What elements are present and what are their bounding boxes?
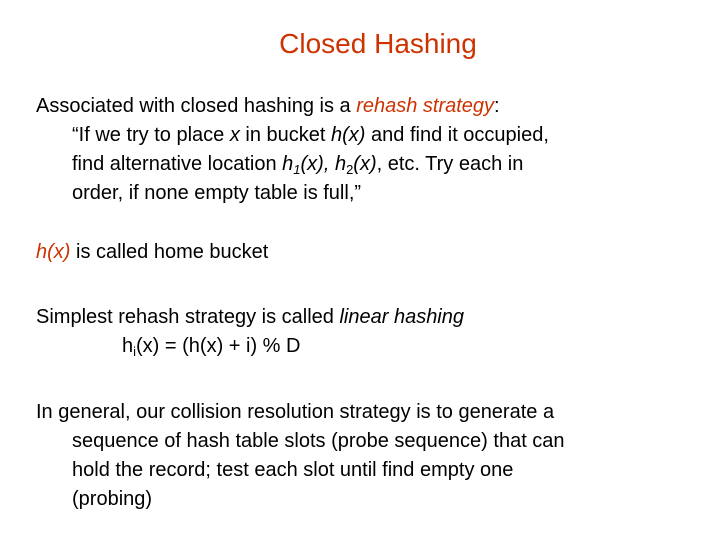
collision-resolution-paragraph — [36, 398, 565, 514]
text: h — [122, 335, 134, 357]
func-h: h — [282, 153, 294, 175]
func-hx: h(x) — [331, 124, 366, 146]
text: : — [494, 95, 500, 117]
text: order, if none empty table is full,” — [72, 182, 362, 204]
quote-line-3 — [36, 179, 549, 208]
text: and find it occupied, — [365, 124, 549, 146]
home-bucket-paragraph — [36, 238, 268, 267]
text: Associated with closed hashing is a — [36, 95, 357, 117]
line — [36, 303, 464, 332]
linear-hashing-paragraph — [36, 303, 464, 361]
func-hx: h(x) — [36, 241, 71, 263]
quote-line-2 — [36, 150, 549, 179]
subscript: 1 — [293, 162, 301, 177]
text: Simplest rehash strategy is called — [36, 306, 340, 328]
text: in bucket — [239, 124, 332, 146]
line — [36, 92, 549, 121]
formula — [36, 332, 464, 361]
subscript: i — [133, 344, 137, 359]
quote-line-1 — [36, 121, 549, 150]
text: is called home bucket — [70, 241, 269, 263]
text: , etc. Try each in — [376, 153, 524, 175]
slide-title: Closed Hashing — [279, 28, 477, 59]
line: sequence of hash table slots (probe sequence) that can — [72, 430, 565, 452]
subscript: 2 — [346, 162, 354, 177]
text: (x) = (h(x) + i) % D — [136, 335, 301, 357]
text: “If we try to place — [72, 124, 230, 146]
text: (x) — [353, 153, 377, 175]
func-h: h — [334, 153, 347, 175]
term-linear-hashing: linear hashing — [339, 306, 464, 328]
line: hold the record; test each slot until find empty one — [72, 459, 514, 481]
line: In general, our collision resolution strategy is to generate a — [36, 401, 555, 423]
text: find alternative location — [72, 153, 283, 175]
rehash-strategy-paragraph — [36, 92, 549, 208]
var-x: x — [229, 124, 240, 146]
line: (probing) — [72, 488, 153, 510]
text: (x), — [300, 153, 335, 175]
term-rehash-strategy: rehash strategy — [356, 95, 495, 117]
